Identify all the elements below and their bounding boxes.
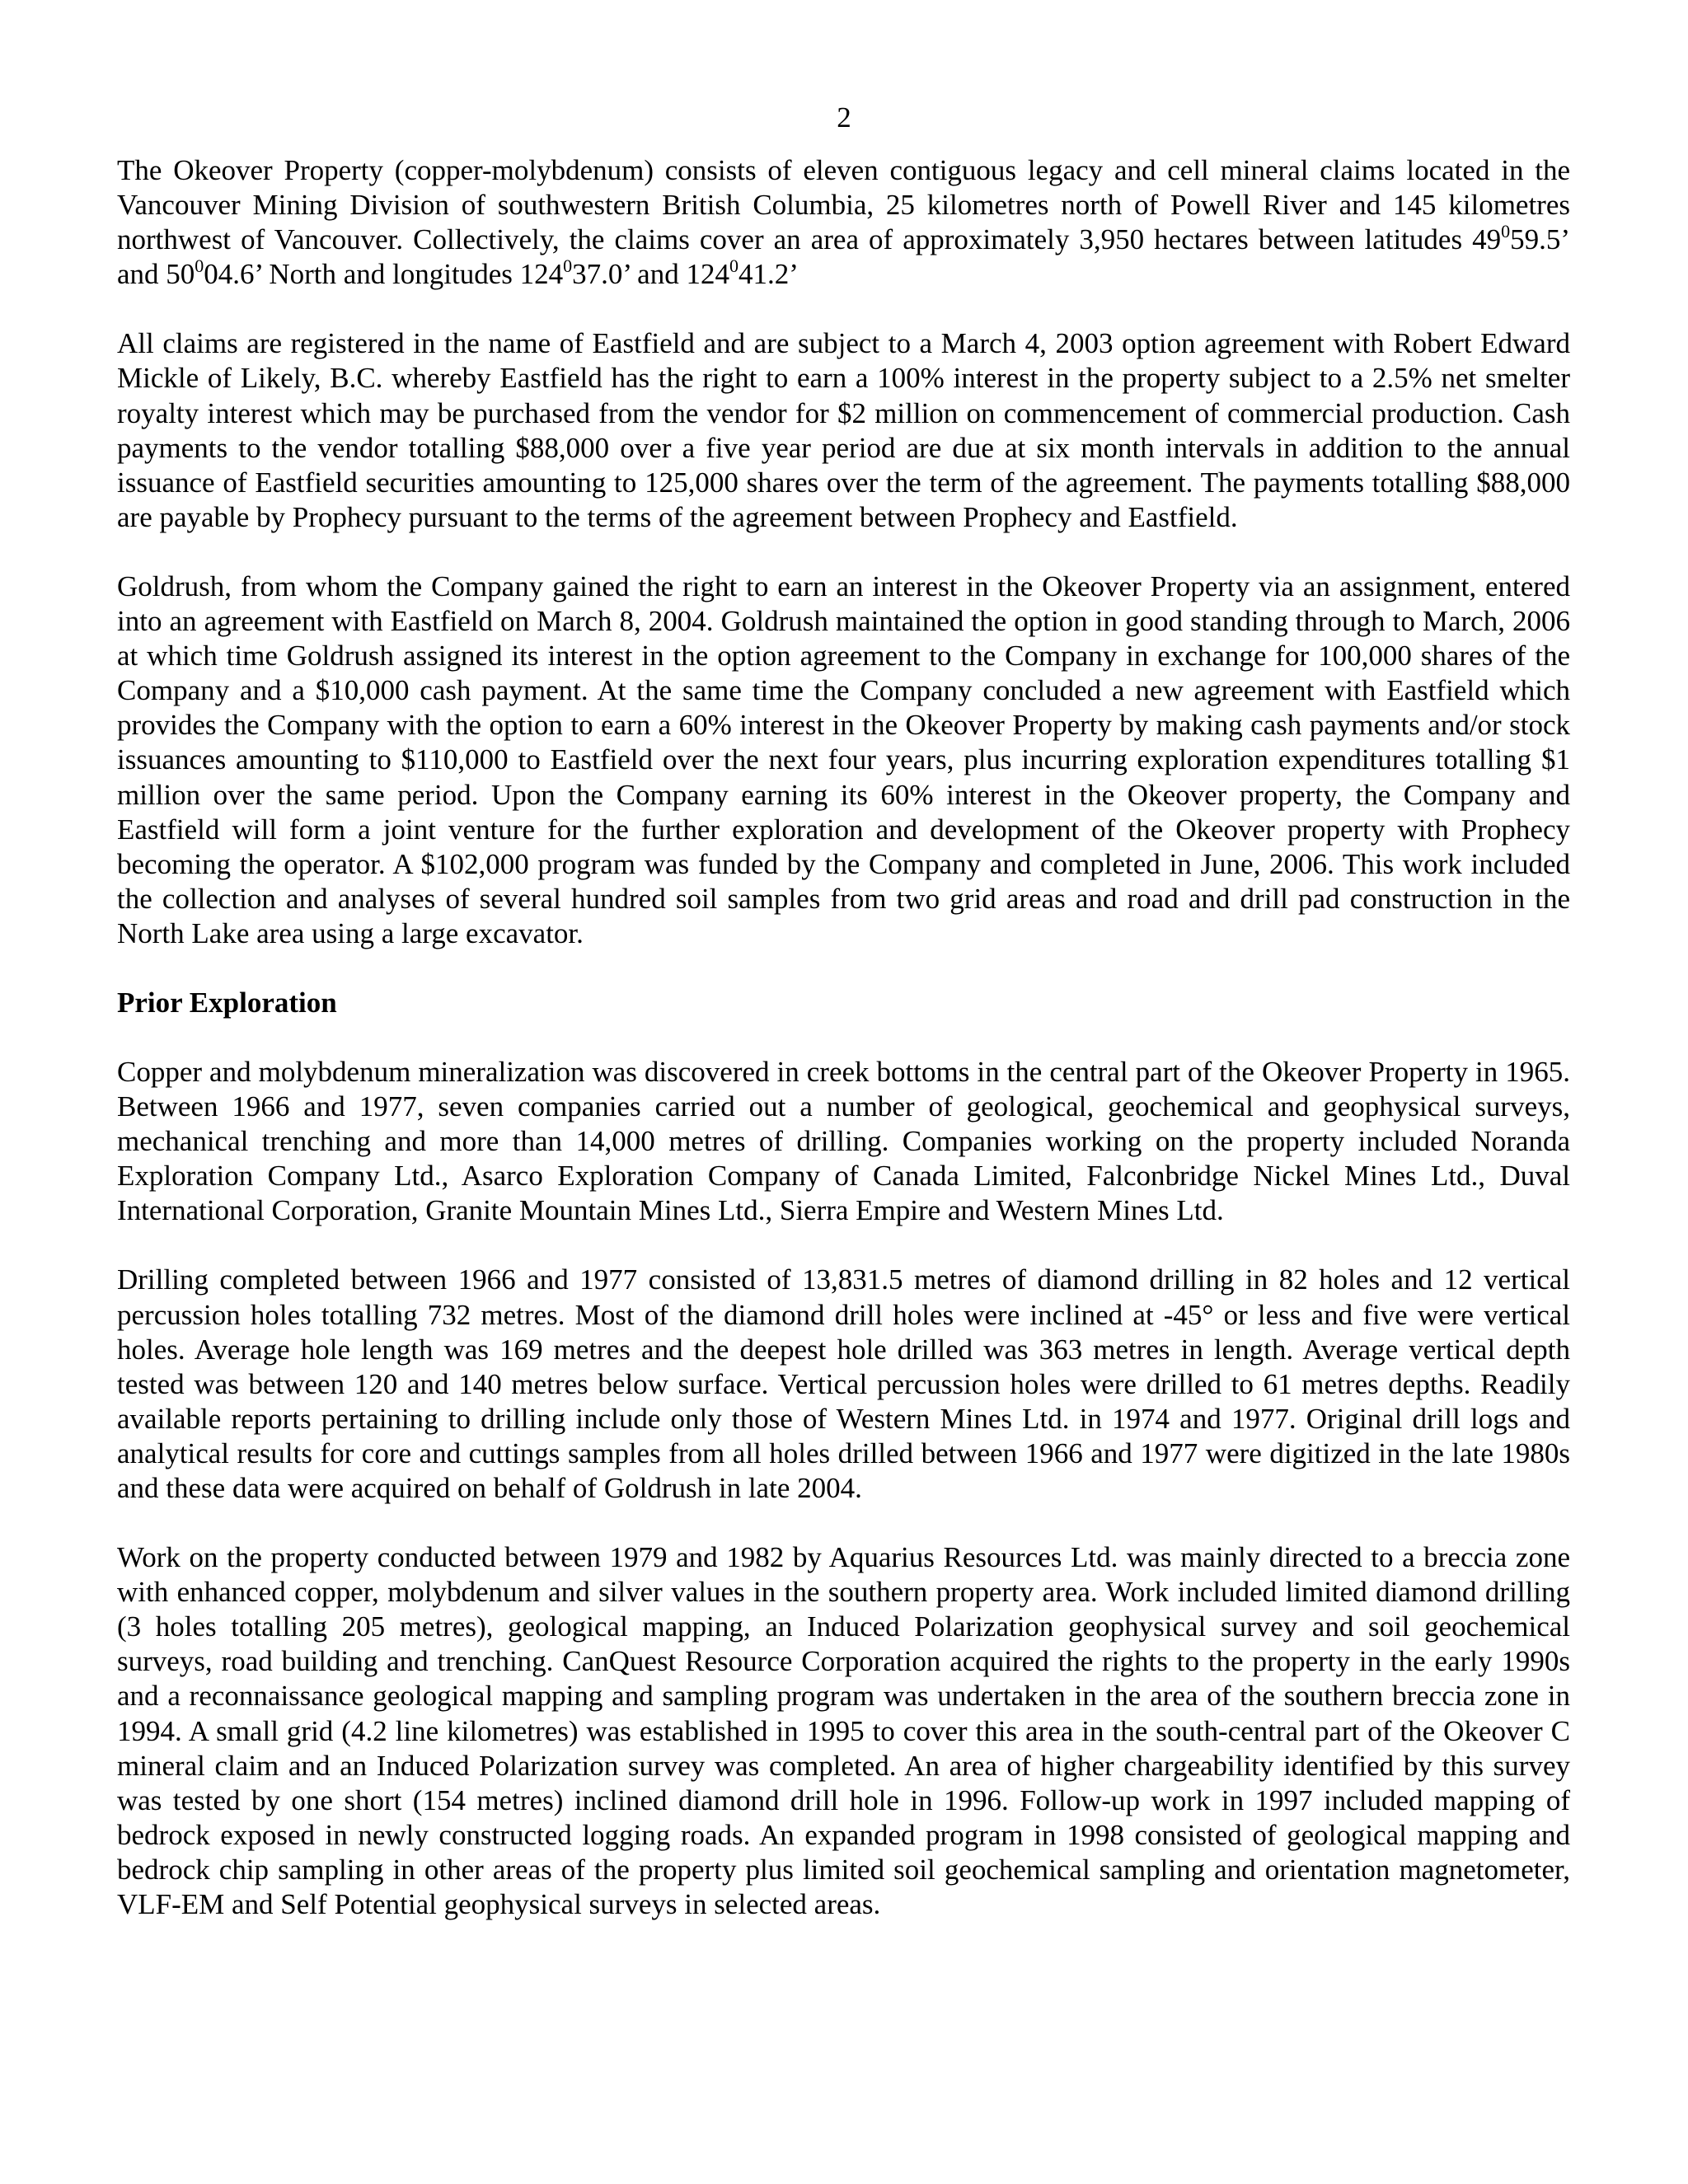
paragraph-discovery-history: Copper and molybdenum mineralization was discovered in creek bottoms in the central part of the Okeover Property in 1965. Between 1966 and 1977, seven companies carried out a number of geological, geochemical and geophysical surveys, mechanical trenching and more than 14,000 metres of drilling. Companies working on the property included Noranda Exploration Company Ltd., Asarco Exploration Company of Canada Limited, Falconbridge Nickel Mines Ltd., Duval International Corporation, Granite Mountain Mines Ltd., Sierra Empire and Western Mines Ltd. [117,1055,1570,1227]
paragraph-later-work: Work on the property conducted between 1979 and 1982 by Aquarius Resources Ltd. was mainly directed to a breccia zone with enhanced copper, molybdenum and silver values in the southern property area. Work included limited diamond drilling (3 holes totalling 205 metres), geological mapping, an Induced Polarization geophysical survey and soil geochemical surveys, road building and trenching. CanQuest Resource Corporation acquired the rights to the property in the early 1990s and a reconnaissance geological mapping and sampling program was undertaken in the area of the southern breccia zone in 1994. A small grid (4.2 line kilometres) was established in 1995 to cover this area in the south-central part of the Okeover C mineral claim and an Induced Polarization survey was completed. An area of higher chargeability identified by this survey was tested by one short (154 metres) inclined diamond drill hole in 1996. Follow-up work in 1997 included mapping of bedrock exposed in newly constructed logging roads. An expanded program in 1998 consisted of geological mapping and bedrock chip sampling in other areas of the property plus limited soil geochemical sampling and orientation magnetometer, VLF-EM and Self Potential geophysical surveys in selected areas. [117,1541,1570,1921]
paragraph-drilling-summary: Drilling completed between 1966 and 1977 consisted of 13,831.5 metres of diamond drilling in 82 holes and 12 vertical percussion holes totalling 732 metres. Most of the diamond drill holes were inclined at -45° or less and five were vertical holes. Average hole length was 169 metres and the deepest hole drilled was 363 metres in length. Average vertical depth tested was between 120 and 140 metres below surface. Vertical percussion holes were drilled to 61 metres depths. Readily available reports pertaining to drilling include only those of Western Mines Ltd. in 1974 and 1977. Original drill logs and analytical results for core and cuttings samples from all holes drilled between 1966 and 1977 were digitized in the late 1980s and these data were acquired on behalf of Goldrush in late 2004. [117,1263,1570,1504]
paragraph-goldrush-agreement: Goldrush, from whom the Company gained the right to earn an interest in the Okeover Property via an assignment, entered into an agreement with Eastfield on March 8, 2004. Goldrush maintained the option in good standing through to March, 2006 at which time Goldrush assigned its interest in the option agreement to the Company in exchange for 100,000 shares of the Company and a $10,000 cash payment. At the same time the Company concluded a new agreement with Eastfield which provides the Company with the option to earn a 60% interest in the Okeover Property by making cash payments and/or stock issuances amounting to $110,000 to Eastfield over the next four years, plus incurring exploration expenditures totalling $1 million over the same period. Upon the Company earning its 60% interest in the Okeover property, the Company and Eastfield will form a joint venture for the further exploration and development of the Okeover property with Prophecy becoming the operator. A $102,000 program was funded by the Company and completed in June, 2006. This work included the collection and analyses of several hundred soil samples from two grid areas and road and drill pad construction in the North Lake area using a large excavator. [117,569,1570,949]
text-segment: 37.0’ and 124 [572,258,729,291]
degree-superscript: 0 [195,255,204,277]
section-heading-prior-exploration: Prior Exploration [117,986,337,1019]
text-segment: 41.2’ [738,258,799,291]
text-segment: 04.6’ North and longitudes 124 [204,258,564,291]
degree-superscript: 0 [563,255,573,277]
text-segment: The Okeover Property (copper-molybdenum) consists of eleven contiguous legacy and cell mineral claims located in the Vancouver Mining Division of southwestern British Columbia, 25 kilometres north of Powell River and 145 kilometres northwest of Vancouver. Collectively, the claims cover an area of approximately 3,950 hectares between latitudes 49 [117,154,1570,256]
text-segment: 59.5’ and 50 [117,223,1570,291]
paragraph-property-description [117,153,1570,292]
degree-superscript: 0 [1501,221,1511,242]
document-body [117,153,1570,1957]
degree-superscript: 0 [729,255,738,277]
page-number: 2 [837,101,851,134]
paragraph-claims-registration: All claims are registered in the name of Eastfield and are subject to a March 4, 2003 option agreement with Robert Edward Mickle of Likely, B.C. whereby Eastfield has the right to earn a 100% interest in the property subject to a 2.5% net smelter royalty interest which may be purchased from the vendor for $2 million on commencement of commercial production. Cash payments to the vendor totalling $88,000 over a five year period are due at six month intervals in addition to the annual issuance of Eastfield securities amounting to 125,000 shares over the term of the agreement. The payments totalling $88,000 are payable by Prophecy pursuant to the terms of the agreement between Prophecy and Eastfield. [117,327,1570,533]
